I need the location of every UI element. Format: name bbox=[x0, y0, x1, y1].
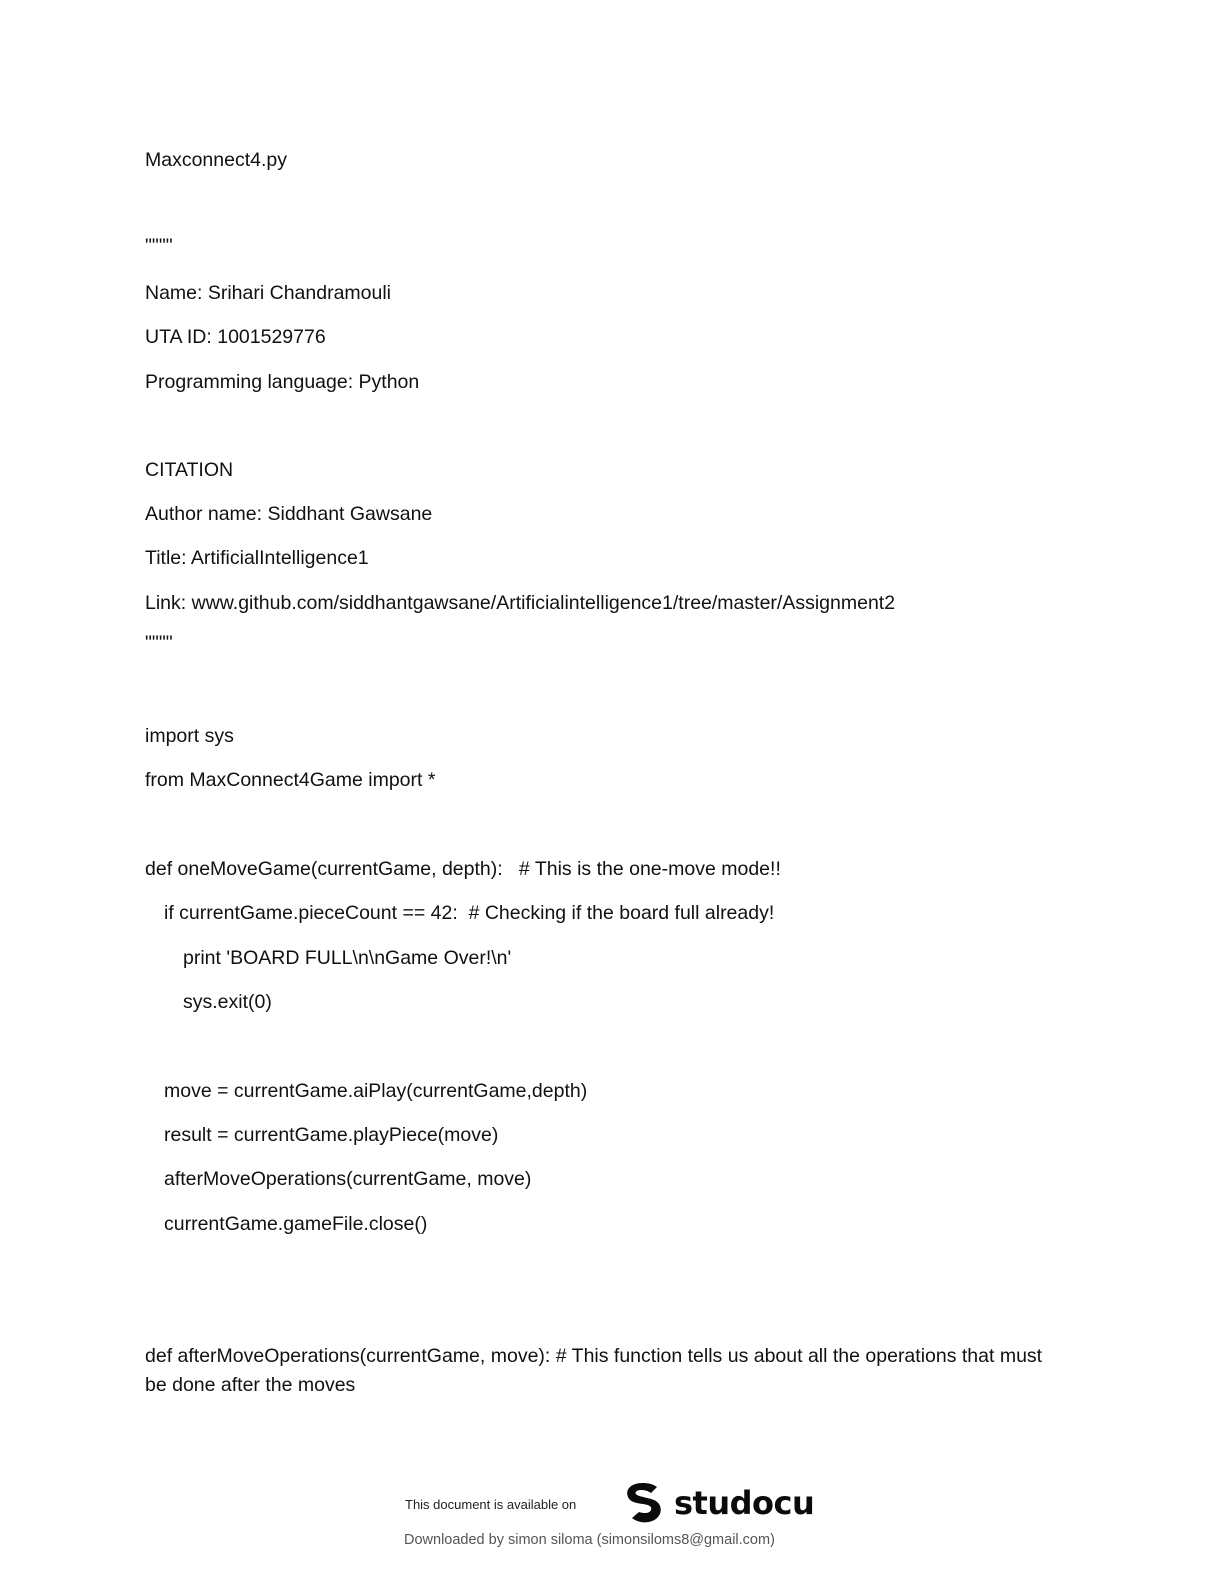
language-line: Programming language: Python bbox=[145, 371, 420, 393]
code-line: currentGame.gameFile.close() bbox=[164, 1213, 428, 1235]
author-name-line: Name: Srihari Chandramouli bbox=[145, 282, 392, 304]
uta-id-line: UTA ID: 1001529776 bbox=[145, 326, 326, 348]
code-line: afterMoveOperations(currentGame, move) bbox=[164, 1168, 532, 1190]
citation-title: Title: ArtificialIntelligence1 bbox=[145, 547, 369, 569]
code-line: sys.exit(0) bbox=[183, 991, 272, 1013]
citation-author: Author name: Siddhant Gawsane bbox=[145, 503, 433, 525]
citation-link: Link: www.github.com/siddhantgawsane/Artificialintelligence1/tree/master/Assignment2 bbox=[145, 592, 896, 614]
docstring-open: """" bbox=[145, 235, 173, 257]
studocu-logo[interactable] bbox=[620, 1480, 814, 1526]
footer-download-text: Downloaded by simon siloma (simonsiloms8@gmail.com) bbox=[404, 1532, 775, 1548]
code-line: def afterMoveOperations(currentGame, move): # This function tells us about all the operations that must be done after the moves bbox=[145, 1345, 1043, 1396]
studocu-brand-text: studocu bbox=[674, 1484, 815, 1522]
docstring-close: """" bbox=[145, 632, 173, 654]
citation-heading: CITATION bbox=[145, 459, 234, 481]
code-line: result = currentGame.playPiece(move) bbox=[164, 1124, 499, 1146]
code-line: move = currentGame.aiPlay(currentGame,depth) bbox=[164, 1080, 588, 1102]
studocu-mark-icon bbox=[620, 1480, 666, 1526]
code-line: from MaxConnect4Game import * bbox=[145, 769, 436, 791]
code-line: if currentGame.pieceCount == 42: # Checking if the board full already! bbox=[164, 902, 775, 924]
footer-available-text: This document is available on bbox=[405, 1497, 577, 1512]
code-line: import sys bbox=[145, 725, 234, 747]
code-line: print 'BOARD FULL\n\nGame Over!\n' bbox=[183, 947, 512, 969]
code-line: def oneMoveGame(currentGame, depth): # This is the one-move mode!! bbox=[145, 858, 781, 880]
file-title: Maxconnect4.py bbox=[145, 149, 287, 171]
